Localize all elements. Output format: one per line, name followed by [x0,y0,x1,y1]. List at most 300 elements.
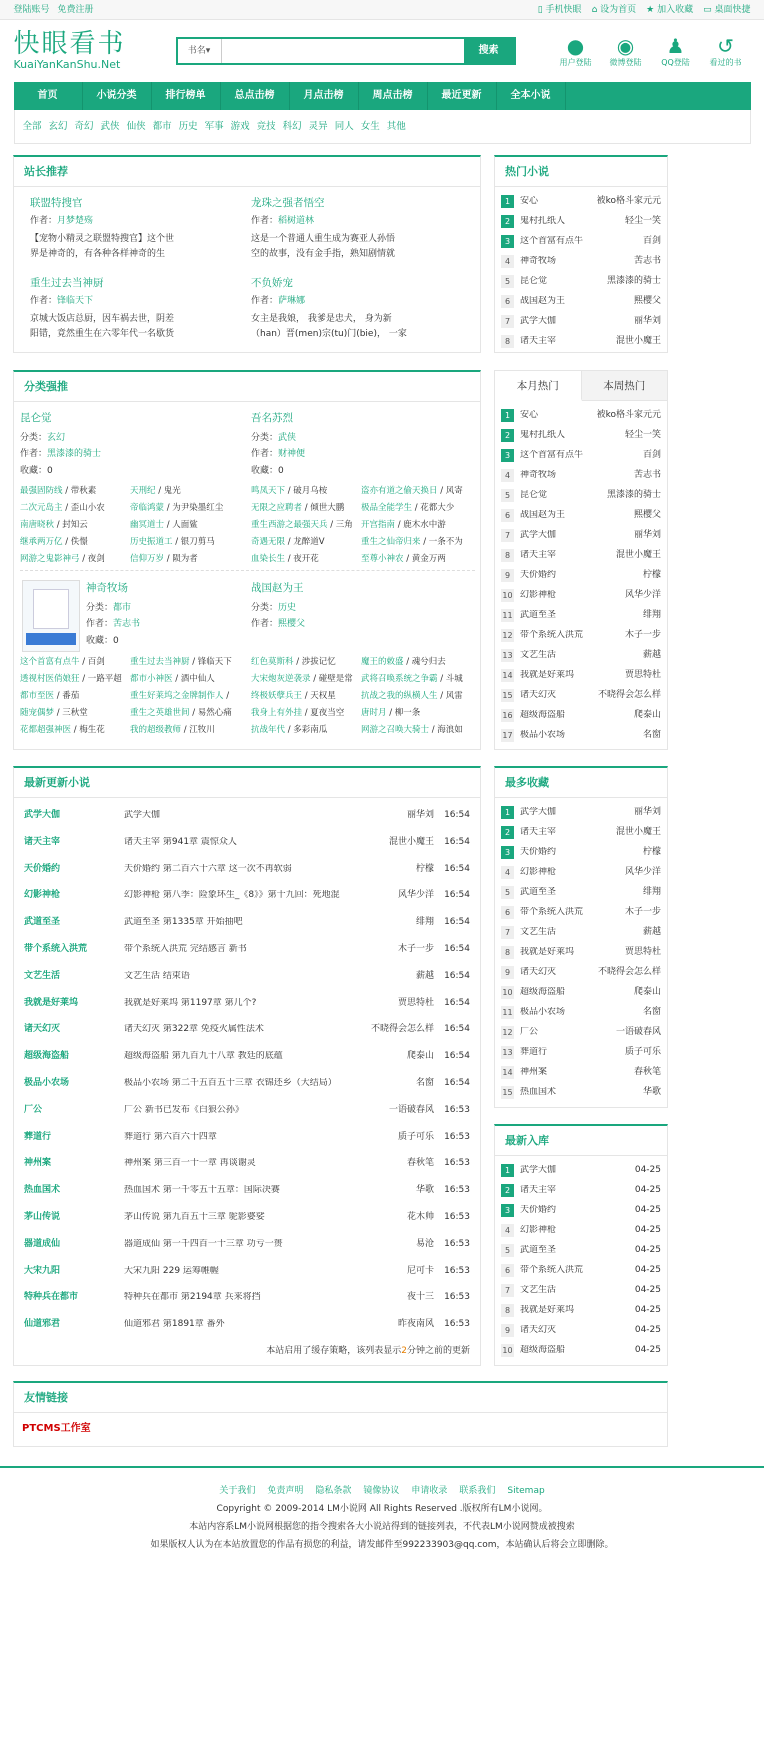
book-title-link[interactable]: 茅山传说 [24,1211,61,1222]
update-time: 16:54 [444,1077,470,1088]
author-link[interactable]: 夜十三 [406,1292,434,1303]
footer-link[interactable]: 免责声明 [267,1486,304,1496]
author-link[interactable]: 不晓得会怎么样 [597,689,661,700]
book-title-link[interactable]: 文艺生活 [520,926,557,937]
rank-number: 4 [501,255,514,268]
book-link[interactable]: 都市小神医 / 酒中仙人 [130,674,215,684]
book-link[interactable]: 鸣凤天下 / 破月乌桉 [251,486,328,496]
footer-link[interactable]: 隐私条款 [315,1486,352,1496]
author-link[interactable]: 木子一步 [397,943,434,954]
book-title-link[interactable]: 武学大伽 [24,810,61,820]
book-link[interactable]: 继承两万亿 / 佚憬 [20,537,88,547]
book-title-link[interactable]: 吾名苏烈 [251,412,293,424]
rank-number: 12 [502,630,513,640]
category-link[interactable]: 奇幻 [74,120,94,132]
author-link[interactable]: 质子可乐 [624,1046,661,1057]
rank-number: 8 [501,1304,514,1317]
rank-number: 13 [502,650,513,660]
book-link[interactable]: 我身上有外挂 / 夏夜当空 [251,708,345,718]
book-title-link[interactable]: 武道至圣 [520,609,557,620]
footer-link[interactable]: Sitemap [507,1486,545,1496]
book-link[interactable]: 我的超级教师 / 江牧川 [130,725,215,735]
author-link[interactable]: 一语破春风 [615,1026,661,1037]
author-link[interactable]: 财神便 [278,449,306,460]
author-link[interactable]: 爬泰山 [633,709,661,720]
book-title-link[interactable]: 龙珠之强者悟空 [251,197,325,209]
rank-row [501,605,661,625]
author-link[interactable]: 尼可卡 [406,1265,434,1276]
rank-number: 7 [501,1284,514,1297]
book-title-link[interactable]: 天价婚约 [520,1204,557,1215]
book-link[interactable]: 抗战年代 / 多彩南瓜 [251,725,328,735]
category-link[interactable]: 仙侠 [126,120,146,132]
book-title-link[interactable]: 武道至圣 [520,886,557,897]
author-link[interactable]: 薪越 [415,970,434,981]
nav-week-clicks[interactable]: 周点击榜 [359,82,428,110]
add-favorite-link[interactable]: ★ 加入收藏 [646,4,694,15]
author-link[interactable]: 柠檬 [415,863,434,874]
book-link[interactable]: 网游之鬼影神弓 / 夜剑 [20,554,105,564]
footer-link[interactable]: 联系我们 [459,1486,496,1496]
nav-rankings[interactable]: 排行榜单 [152,82,221,110]
update-time: 16:54 [444,943,470,954]
book-title-link[interactable]: 特种兵在都市 [24,1292,79,1303]
book-title-link[interactable]: 诸天主宰 [520,1184,557,1195]
book-title-link[interactable]: 超级海盗船 [520,986,566,997]
author-link[interactable]: 04-25 [634,1344,661,1355]
author-link[interactable]: 苦志书 [633,255,661,266]
book-title-link[interactable]: 大宋九阳 [24,1265,61,1276]
book-link[interactable]: 最强固防线 / 带秋素 [20,486,97,496]
book-title-link[interactable]: 武学大伽 [520,529,557,540]
author-link[interactable]: 名窗 [642,729,661,740]
weibo-login-button[interactable]: ◉ 微博登陆 [601,34,651,68]
author-link[interactable]: 绯翔 [642,609,661,620]
book-title-link[interactable]: 幻影神枪 [520,866,557,877]
book-title-link[interactable]: 神州案 [520,1066,548,1077]
book-title-link[interactable]: 文艺生活 [24,970,61,981]
chapter-link[interactable]: 文艺生活 结束语 [124,970,190,981]
book-link[interactable]: 天刑纪 / 鬼光 [130,486,181,496]
book-title-link[interactable]: 鬼村扎纸人 [520,429,566,440]
author-link[interactable]: 丽华刘 [633,529,661,540]
book-title-link[interactable]: 武学大伽 [520,806,557,817]
book-title-link[interactable]: 武学大伽 [520,1164,557,1175]
history-button[interactable]: ↺ 看过的书 [701,34,751,68]
chapter-link[interactable]: 热血国术 第一千零五十五章：国际决赛 [124,1185,280,1196]
rank-row [501,1002,661,1022]
author-link[interactable]: 丽华刘 [406,810,434,820]
chapter-link[interactable]: 武道至圣 第1335章 开始抽吧 [124,917,243,928]
book-title-link[interactable]: 热血国术 [24,1185,61,1196]
author-link[interactable]: 轻尘一笑 [624,215,661,226]
rank-number: 1 [501,409,514,422]
chapter-link[interactable]: 武学大伽 [124,810,161,820]
book-title-link[interactable]: 武道至圣 [520,1244,557,1255]
author-link[interactable]: 04-25 [634,1244,661,1255]
book-title-link[interactable]: 超级海盗船 [24,1051,70,1062]
book-title-link[interactable]: 诸天幻灭 [24,1024,61,1035]
author-link[interactable]: 04-25 [634,1184,661,1195]
author-link[interactable]: 薪越 [642,649,661,660]
chapter-link[interactable]: 天价婚约 第二百六十六章 这一次不再软弱 [124,863,292,874]
author-link[interactable]: 绯翔 [415,917,434,928]
category-link[interactable]: 同人 [334,120,354,132]
author-link[interactable]: 百剑 [642,449,661,460]
book-title-link[interactable]: 幻影神枪 [520,589,557,600]
book-title-link[interactable]: 我就是好莱坞 [24,997,79,1008]
book-title-link[interactable]: 联盟特搜官 [30,197,83,209]
chapter-link[interactable]: 我就是好莱坞 第1197章 第几个? [124,997,257,1008]
author-link[interactable]: 04-25 [634,1304,661,1315]
book-link[interactable]: 南唐晓秋 / 封知云 [20,520,88,530]
book-link[interactable]: 花都超强神医 / 梅生花 [20,725,105,735]
book-title-link[interactable]: 战国赵为王 [520,509,566,520]
chapter-link[interactable]: 诸天幻灭 第322章 免疫火属性法术 [124,1024,264,1035]
recommend-item: 不负娇宠 作者：萨琳娜 女主是我娘， 我爹是忠犬， 身为新 （han）晋(men)宗(tu)门(bie)， 一家 [251,277,471,342]
book-title-link[interactable]: 幻影神枪 [520,1224,557,1235]
category-link[interactable]: 玄幻 [47,432,66,443]
chapter-link[interactable]: 带个系统入洪荒 完结感言 新书 [124,943,247,954]
book-link[interactable]: 历史振道工 / 银刀剪马 [130,537,215,547]
book-link[interactable]: 重生好莱坞之金牌制作人 / [130,691,230,701]
author-link[interactable]: 丽华刘 [633,315,661,326]
book-title-link[interactable]: 神奇牧场 [520,255,557,266]
rank-number: 6 [501,509,514,522]
author-link[interactable]: 混世小魔王 [615,826,661,837]
author-link[interactable]: 黑漆漆的骑士 [47,449,102,460]
book-title-link[interactable]: 文艺生活 [520,649,557,660]
author-link[interactable]: 百剑 [642,235,661,246]
category-link[interactable]: 都市 [113,602,132,613]
author-link[interactable]: 04-25 [634,1264,661,1275]
link-list [130,483,248,568]
book-link[interactable]: 幽冥道士 / 人面鲨 [130,520,198,530]
book-title-link[interactable]: 带个系统入洪荒 [24,943,88,954]
author-link[interactable]: 04-25 [634,1224,661,1235]
author-link[interactable]: 贾思特杜 [624,669,661,680]
book-link[interactable]: 极品全能学生 / 花都大少 [361,503,455,513]
book-link[interactable]: 红色莫斯科 / 涉拔记忆 [251,657,336,667]
rank-number: 14 [502,670,513,680]
category-link[interactable]: 竞技 [256,120,276,132]
author-link[interactable]: 名窗 [415,1077,434,1088]
author-link[interactable]: 熙樱父 [278,619,306,630]
book-link[interactable]: 随宠偶梦 / 三秋堂 [20,708,88,718]
book-title-link[interactable]: 诸天主宰 [24,836,61,847]
book-title-link[interactable]: 幻影神枪 [24,890,61,901]
author-link[interactable]: 熙樱父 [633,509,661,520]
book-link[interactable]: 网游之召唤大骑士 / 海浪如 [361,725,463,735]
book-title-link[interactable]: 战国赵为王 [520,295,566,306]
author-link[interactable]: 春秋笔 [406,1158,434,1169]
category-link[interactable]: 武侠 [100,120,120,132]
book-title-link[interactable]: 这个首富有点牛 [520,449,584,460]
author-link[interactable]: 风华少洋 [397,890,434,901]
book-title-link[interactable]: 武学大伽 [520,315,557,326]
book-title-link[interactable]: 诸天幻灭 [520,1324,557,1335]
nav-complete[interactable]: 全本小说 [497,82,566,110]
rank-row [501,331,661,351]
book-title-link[interactable]: 这个首富有点牛 [520,235,584,246]
chapter-link[interactable]: 幻影神枪 第八季：险象环生_《8》》第十九回：死地混 [124,890,340,901]
book-link[interactable]: 重生过去当神厨 / 锋临天下 [130,657,232,667]
author-link[interactable]: 昨夜南风 [397,1319,434,1330]
login-link[interactable]: 登陆账号 [13,4,50,15]
book-title-link[interactable]: 热血国术 [520,1086,557,1097]
book-link[interactable]: 抗战之我的纵横人生 / 风雷 [361,691,463,701]
nav-total-clicks[interactable]: 总点击榜 [221,82,290,110]
book-title-link[interactable]: 超级海盗船 [520,709,566,720]
book-title-link[interactable]: 诸天主宰 [520,826,557,837]
book-title-link[interactable]: 我就是好莱坞 [520,669,575,680]
author-link[interactable]: 不晓得会怎么样 [370,1024,434,1035]
chapter-link[interactable]: 厂公 新书已发布《白狼公孙》 [124,1104,244,1115]
author-link[interactable]: 锋临天下 [57,295,94,306]
book-title-link[interactable]: 厂公 [520,1026,539,1037]
author-link[interactable]: 柠檬 [642,569,661,580]
author-link[interactable]: 混世小魔王 [615,549,661,560]
author-link[interactable]: 名窗 [642,1006,661,1017]
chapter-link[interactable]: 超级海盗船 第九百九十八章 教廷的底蕴 [124,1051,283,1062]
author-link[interactable]: 04-25 [634,1284,661,1295]
book-title-link[interactable]: 葬道行 [24,1131,52,1142]
tab-monthly-hot[interactable]: 本月热门 [495,371,582,401]
book-title-link[interactable]: 天价婚约 [24,863,61,874]
book-title-link[interactable]: 不负娇宠 [251,277,293,289]
author-link[interactable]: 春秋笔 [633,1066,661,1077]
category-link[interactable]: 历史 [278,602,297,613]
book-title-link[interactable]: 厂公 [24,1104,43,1115]
book-title-link[interactable]: 带个系统入洪荒 [520,629,584,640]
book-link[interactable]: 透视村医俏娘狂 / 一路平超 [20,674,122,684]
book-link[interactable]: 无限之应聘者 / 倾世大鹏 [251,503,345,513]
book-title-link[interactable]: 昆仑觉 [20,412,52,424]
book-link[interactable]: 帝临鸿蒙 / 为尹染墨红尘 [130,503,224,513]
link-list [251,654,359,739]
category-link[interactable]: 军事 [204,120,224,132]
category-link[interactable]: 武侠 [278,432,297,443]
rank-row [501,545,661,565]
book-title-link[interactable]: 器道成仙 [24,1238,61,1249]
chapter-link[interactable]: 大宋九阳 229 运筹帷幄 [124,1265,219,1276]
rank-row [501,505,661,525]
rank-number: 10 [502,1345,513,1355]
nav-month-clicks[interactable]: 月点击榜 [290,82,359,110]
author-link[interactable]: 质子可乐 [397,1131,434,1142]
chapter-link[interactable]: 葬道行 第六百六十四章 [124,1131,217,1142]
author-link[interactable]: 贾思特杜 [397,997,434,1008]
book-title-link[interactable]: 带个系统入洪荒 [520,906,584,917]
author-link[interactable]: 不晓得会怎么样 [597,966,661,977]
book-title-link[interactable]: 战国赵为王 [251,582,304,594]
book-title-link[interactable]: 昆仑觉 [520,489,548,500]
book-link[interactable]: 二次元岛主 / 歪山小农 [20,503,105,513]
author-link[interactable]: 易沧 [415,1238,434,1249]
author-link[interactable]: 爬泰山 [633,986,661,997]
book-link[interactable]: 盗亦有道之偷天换日 / 风寄 [361,486,463,496]
author-link[interactable]: 轻尘一笑 [624,429,661,440]
category-link[interactable]: 灵异 [308,120,328,132]
author-link[interactable]: 04-25 [634,1164,661,1175]
book-title-link[interactable]: 极品小农场 [24,1077,70,1088]
author-link[interactable]: 薪越 [642,926,661,937]
author-link[interactable]: 稻树道林 [278,215,315,226]
category-link[interactable]: 游戏 [230,120,250,132]
table-row [24,882,470,909]
category-link[interactable]: 玄幻 [48,120,68,132]
book-link[interactable]: 信仰万岁 / 陨为者 [130,554,198,564]
book-title-link[interactable]: 天价婚约 [520,569,557,580]
book-title-link[interactable]: 诸天主宰 [520,335,557,346]
author-link[interactable]: 混世小魔王 [388,836,434,847]
book-title-link[interactable]: 我就是好莱坞 [520,946,575,957]
author-link[interactable]: 绯翔 [642,886,661,897]
rank-number: 6 [501,295,514,308]
author-link[interactable]: 风华少洋 [624,589,661,600]
category-link[interactable]: 全部 [22,120,42,132]
author-link[interactable]: 华歌 [415,1185,434,1196]
category-link[interactable]: 其他 [386,120,406,132]
chapter-link[interactable]: 极品小农场 第二千五百五十三章 衣锦还乡（大结局） [124,1077,337,1088]
author-link[interactable]: 华歌 [642,1086,661,1097]
tab-weekly-hot[interactable]: 本周热门 [582,371,668,400]
author-link[interactable]: 月梦楚殇 [57,215,94,226]
book-title-link[interactable]: 天价婚约 [520,846,557,857]
category-link[interactable]: 历史 [178,120,198,132]
qq-login-button[interactable]: ♟ QQ登陆 [651,34,701,68]
rank-row [501,585,661,605]
desktop-shortcut-link[interactable]: ▭ 桌面快捷 [703,4,751,15]
site-logo[interactable]: 快眼看书 KuaiYanKanShu.Net [13,29,126,72]
register-link[interactable]: 免费注册 [57,4,94,15]
author-link[interactable]: 黑漆漆的骑士 [606,275,661,286]
chapter-link[interactable]: 特种兵在都市 第2194章 兵来将挡 [124,1292,261,1303]
rank-list [495,187,667,355]
author-link[interactable]: 黑漆漆的骑士 [606,489,661,500]
book-title-link[interactable]: 极品小农场 [520,1006,566,1017]
book-title-link[interactable]: 神州案 [24,1158,52,1169]
chapter-link[interactable]: 神州案 第三百一十一章 再谈谢灵 [124,1158,256,1169]
book-link[interactable]: 重生之英雄世间 / 易然心痛 [130,708,232,718]
nav-home[interactable]: 首页 [14,82,83,110]
author-link[interactable]: 风华少洋 [624,866,661,877]
footer-disclaimer: 本站内容系LM小说网根据您的指令搜索各大小说站得到的链接列表，不代表LM小说网赞成被搜索 [189,1522,575,1532]
book-link[interactable]: 血染长生 / 夜开花 [251,554,319,564]
rank-row [501,625,661,645]
book-title-link[interactable]: 我就是好莱坞 [520,1304,575,1315]
book-cover-image[interactable] [22,580,80,652]
author-link[interactable]: 苦志书 [633,469,661,480]
author-link[interactable]: 木子一步 [624,629,661,640]
author-link[interactable]: 爬泰山 [406,1051,434,1062]
category-link[interactable]: 都市 [152,120,172,132]
category-link[interactable]: 科幻 [282,120,302,132]
rank-number: 9 [501,966,514,979]
author-link[interactable]: 一语破春风 [388,1104,434,1115]
rank-row [501,1022,661,1042]
book-title-link[interactable]: 葬道行 [520,1046,548,1057]
author-link[interactable]: 熙樱父 [633,295,661,306]
chapter-link[interactable]: 器道成仙 第一千四百一十三章 功亏一篑 [124,1238,283,1249]
book-link[interactable]: 唐时月 / 柳一条 [361,708,421,718]
book-link[interactable]: 武将召唤系统之争霸 / 斗城 [361,674,463,684]
mobile-link[interactable]: ▯ 手机快眼 [537,4,582,15]
book-title-link[interactable]: 带个系统入洪荒 [520,1264,584,1275]
book-title-link[interactable]: 诸天幻灭 [520,966,557,977]
book-link[interactable]: 魔王的敕盛 / 魂兮归去 [361,657,446,667]
footer-link[interactable]: 镜像协议 [363,1486,400,1496]
friend-link[interactable]: PTCMS工作室 [22,1423,91,1434]
book-link[interactable]: 大宋炮灰逆袭录 / 碰壁是常 [251,674,353,684]
rank-number: 4 [501,866,514,879]
friend-links-panel [13,1381,668,1447]
book-title-link[interactable]: 文艺生活 [520,1284,557,1295]
book-title-link[interactable]: 重生过去当神厨 [30,277,104,289]
search-type-select[interactable]: 书名 ▾ [178,39,222,63]
author-link[interactable]: 被ko格斗家元元 [596,195,661,206]
rank-row [501,445,661,465]
footer-link[interactable]: 关于我们 [219,1486,256,1496]
book-link[interactable]: 奇遇无限 / 龙醉道V [251,537,325,547]
footer-link[interactable]: 申请收录 [411,1486,448,1496]
book-title-link[interactable]: 武道至圣 [24,917,61,928]
author-link[interactable]: 被ko格斗家元元 [596,409,661,420]
search-button[interactable]: 搜索 [464,39,514,63]
author-link[interactable]: 木子一步 [624,906,661,917]
author-link[interactable]: 柠檬 [642,846,661,857]
book-title-link[interactable]: 昆仑觉 [520,275,548,286]
author-link[interactable]: 04-25 [634,1324,661,1335]
book-link[interactable]: 这个首富有点牛 / 百剑 [20,657,105,667]
book-link[interactable]: 开宫指南 / 鹿木水中游 [361,520,446,530]
chapter-link[interactable]: 诸天主宰 第941章 震惊众人 [124,836,237,847]
book-title-link[interactable]: 诸天主宰 [520,549,557,560]
nav-categories[interactable]: 小说分类 [83,82,152,110]
nav-recent-updates[interactable]: 最近更新 [428,82,497,110]
author-link[interactable]: 萨琳娜 [278,295,306,306]
author-link[interactable]: 04-25 [634,1204,661,1215]
author-link[interactable]: 混世小魔王 [615,335,661,346]
book-title-link[interactable]: 神奇牧场 [520,469,557,480]
book-title-link[interactable]: 仙道邪君 [24,1319,61,1330]
author-link[interactable]: 花木帅 [406,1211,434,1222]
book-title-link[interactable]: 超级海盗船 [520,1344,566,1355]
book-link[interactable]: 重生西游之最强天兵 / 三角 [251,520,353,530]
user-login-button[interactable]: ● 用户登陆 [551,34,601,68]
book-title-link[interactable]: 神奇牧场 [86,582,128,594]
chapter-link[interactable]: 仙道邪君 第1891章 番外 [124,1319,225,1330]
book-link[interactable]: 都市至医 / 番茄 [20,691,80,701]
set-homepage-link[interactable]: ⌂ 设为首页 [591,4,637,15]
book-title-link[interactable]: 诸天幻灭 [520,689,557,700]
book-title-link[interactable]: 鬼村扎纸人 [520,215,566,226]
chapter-link[interactable]: 茅山传说 第九百五十三章 鸵影婆娑 [124,1211,265,1222]
table-row [24,1204,470,1231]
book-title-link[interactable]: 安心 [520,409,539,420]
book-link[interactable]: 至尊小神农 / 黄金万两 [361,554,446,564]
category-link[interactable]: 女生 [360,120,380,132]
search-input[interactable] [222,39,464,63]
author-link[interactable]: 丽华刘 [633,806,661,817]
book-link[interactable]: 终极妖孽兵王 / 天权星 [251,691,336,701]
author-link[interactable]: 贾思特杜 [624,946,661,957]
author-link[interactable]: 苦志书 [113,619,141,630]
book-link[interactable]: 重生之仙帝归来 / 一条不为 [361,537,463,547]
category-book: 吾名苏烈 分类：武侠 作者：财神便 收藏：0 [251,412,306,477]
book-title-link[interactable]: 极品小农场 [520,729,566,740]
book-title-link[interactable]: 安心 [520,195,539,206]
